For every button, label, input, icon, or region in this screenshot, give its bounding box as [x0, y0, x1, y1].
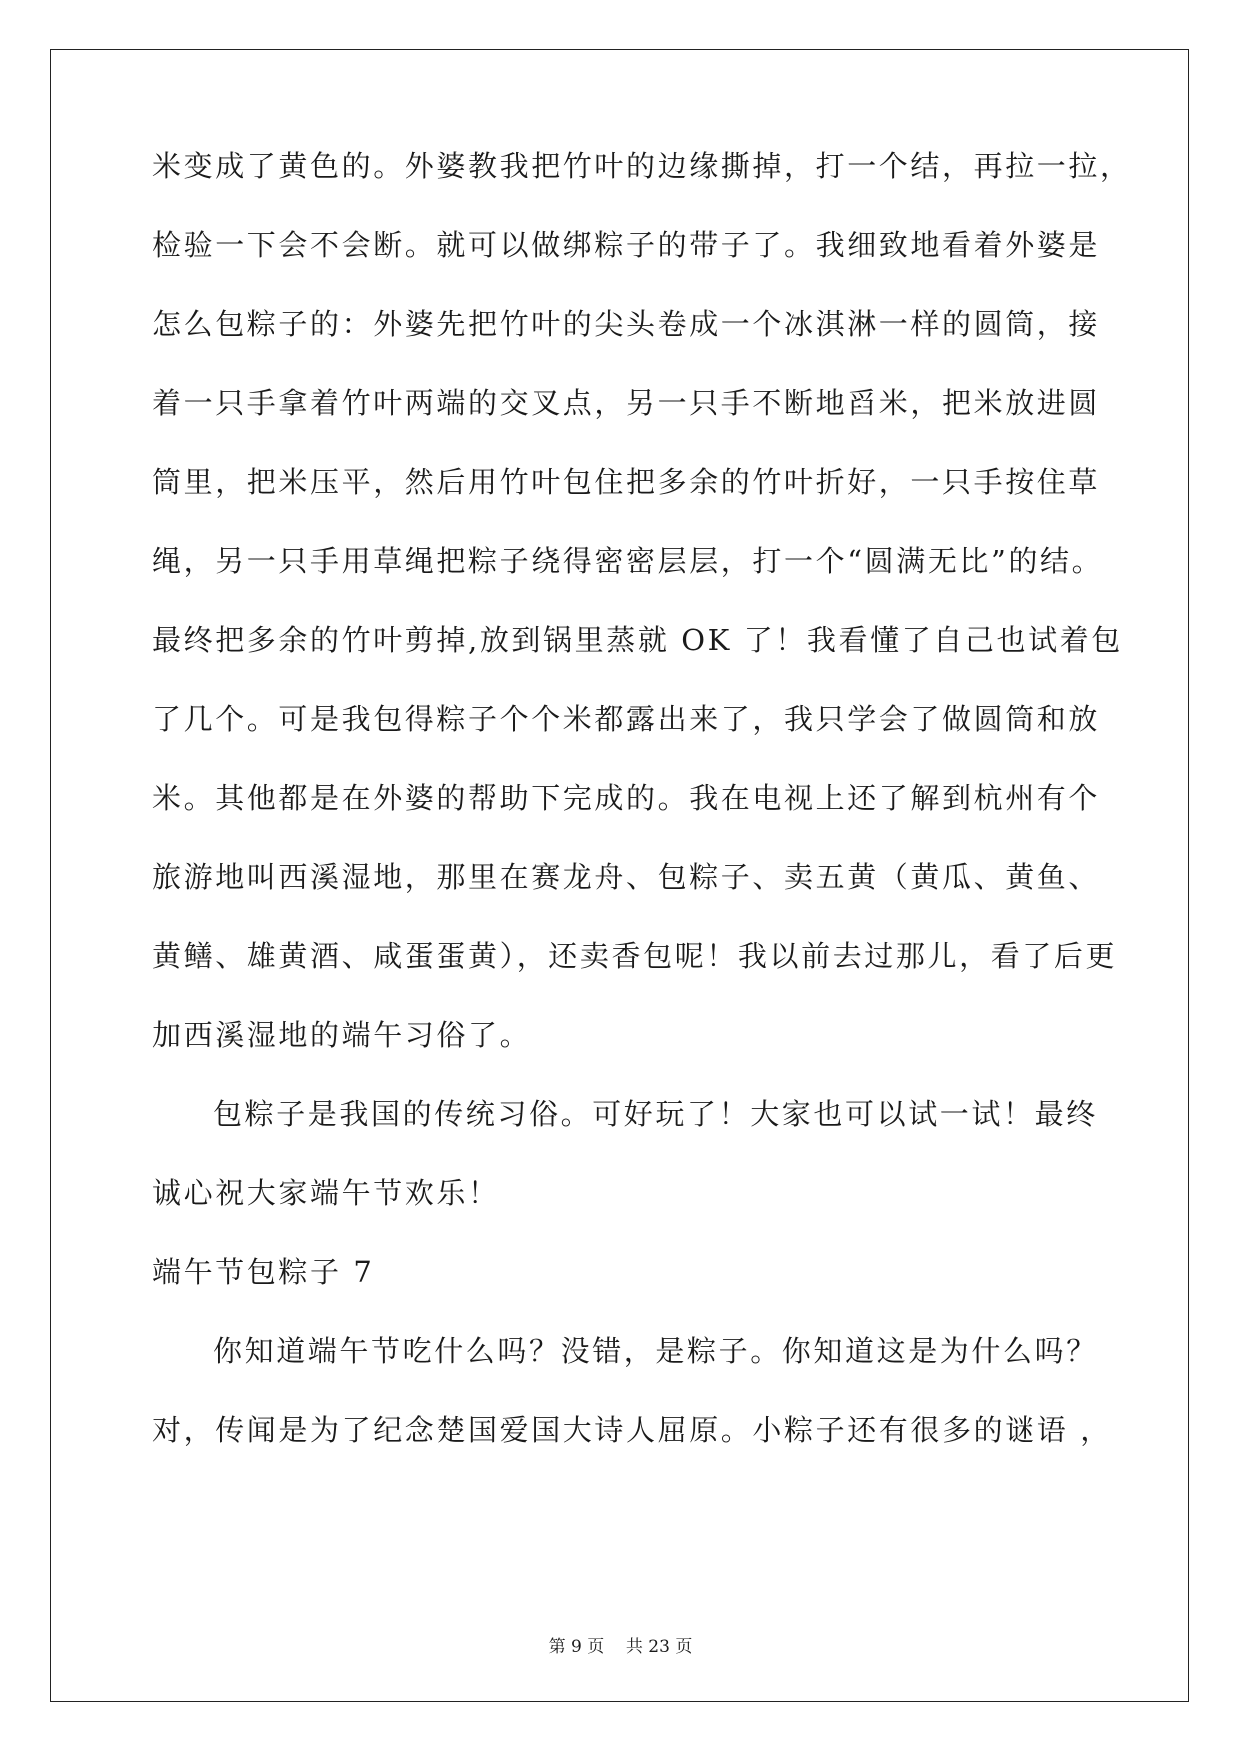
- paragraph-line: 包粽子是我国的传统习俗。可好玩了！大家也可以试一试！最终: [213, 1097, 1098, 1131]
- page-footer: 第 9 页 共 23 页: [548, 1637, 693, 1657]
- paragraph-line: 最终把多余的竹叶剪掉,放到锅里蒸就 OK 了！我看懂了自己也试着包: [152, 623, 1123, 657]
- paragraph-line: 黄鳝、雄黄酒、咸蛋蛋黄），还卖香包呢！我以前去过那儿，看了后更: [152, 939, 1118, 973]
- paragraph-line: 你知道端午节吃什么吗？没错，是粽子。你知道这是为什么吗？: [213, 1334, 1098, 1368]
- paragraph-line: 旅游地叫西溪湿地，那里在赛龙舟、包粽子、卖五黄（黄瓜、黄鱼、: [152, 860, 1101, 894]
- paragraph-line: 检验一下会不会断。就可以做绑粽子的带子了。我细致地看着外婆是: [152, 228, 1101, 262]
- paragraph-line: 诚心祝大家端午节欢乐！: [152, 1176, 500, 1210]
- paragraph-line: 着一只手拿着竹叶两端的交叉点，另一只手不断地舀米，把米放进圆: [152, 386, 1101, 420]
- section-heading: 端午节包粽子 7: [152, 1255, 375, 1289]
- paragraph-line: 绳，另一只手用草绳把粽子绕得密密层层，打一个“圆满无比”的结。: [152, 544, 1104, 578]
- paragraph-line: 筒里，把米压平，然后用竹叶包住把多余的竹叶折好，一只手按住草: [152, 465, 1101, 499]
- paragraph-line: 加西溪湿地的端午习俗了。: [152, 1018, 532, 1052]
- paragraph-line: 对，传闻是为了纪念楚国爱国大诗人屈原。小粽子还有很多的谜语 ，: [152, 1413, 1112, 1447]
- paragraph-line: 米变成了黄色的。外婆教我把竹叶的边缘撕掉，打一个结，再拉一拉，: [152, 149, 1132, 183]
- paragraph-line: 了几个。可是我包得粽子个个米都露出来了，我只学会了做圆筒和放: [152, 702, 1101, 736]
- paragraph-line: 怎么包粽子的：外婆先把竹叶的尖头卷成一个冰淇淋一样的圆筒，接: [152, 307, 1101, 341]
- paragraph-line: 米。其他都是在外婆的帮助下完成的。我在电视上还了解到杭州有个: [152, 781, 1101, 815]
